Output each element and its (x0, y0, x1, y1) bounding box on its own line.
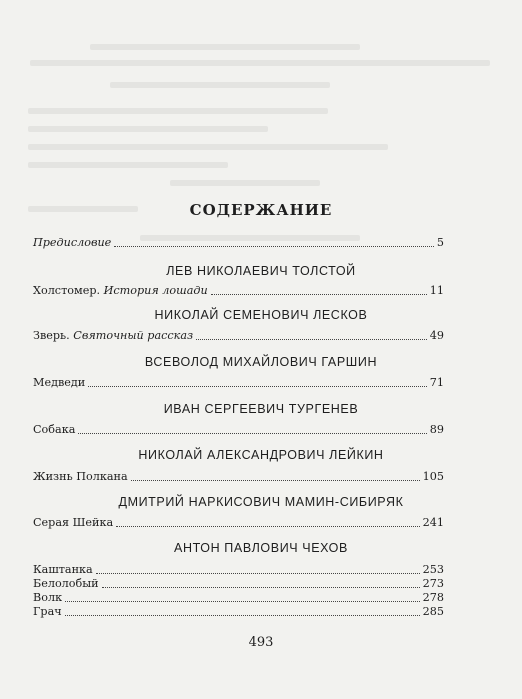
toc-entry[interactable] (33, 423, 444, 437)
author-heading: НИКОЛАЙ АЛЕКСАНДРОВИЧ ЛЕЙКИН (138, 448, 384, 462)
entry-title: Серая Шейка (33, 516, 114, 529)
entry-title: Волк (33, 591, 63, 604)
author-heading: ВСЕВОЛОД МИХАЙЛОВИЧ ГАРШИН (144, 355, 378, 369)
entry-page: 253 (422, 563, 444, 576)
toc-entry[interactable] (33, 284, 444, 298)
entry-title: Зверь. Святочный рассказ (33, 329, 194, 342)
author-heading: ДМИТРИЙ НАРКИСОВИЧ МАМИН-СИБИРЯК (118, 495, 404, 509)
entry-page: 49 (429, 329, 444, 342)
dot-leader (116, 525, 420, 527)
dot-leader (102, 586, 420, 588)
entry-page: 105 (422, 470, 444, 483)
toc-entry[interactable] (33, 329, 444, 343)
dot-leader (114, 245, 434, 247)
dot-leader (196, 338, 427, 340)
entry-title: Каштанка (33, 563, 93, 576)
toc-entry[interactable] (33, 605, 444, 619)
author-heading: ИВАН СЕРГЕЕВИЧ ТУРГЕНЕВ (163, 402, 359, 416)
toc-entry[interactable] (33, 563, 444, 577)
page-number: 493 (248, 635, 274, 650)
entry-page: 273 (422, 577, 444, 590)
entry-page: 71 (429, 376, 444, 389)
entry-title: Предисловие (33, 236, 112, 249)
entry-title: Грач (33, 605, 62, 618)
dot-leader (65, 614, 420, 616)
entry-title: Белолобый (33, 577, 99, 590)
entry-page: 285 (422, 605, 444, 618)
toc-entry[interactable] (33, 591, 444, 605)
dot-leader (65, 600, 420, 602)
toc-entry[interactable] (33, 470, 444, 484)
entry-page: 11 (429, 284, 444, 297)
author-heading: ЛЕВ НИКОЛАЕВИЧ ТОЛСТОЙ (166, 264, 356, 278)
toc-entry[interactable] (33, 376, 444, 390)
entry-title: Жизнь Полкана (33, 470, 128, 483)
dot-leader (78, 432, 426, 434)
page-title: СОДЕРЖАНИЕ (189, 201, 333, 219)
dot-leader (211, 293, 427, 295)
entry-title: Собака (33, 423, 76, 436)
toc-entry[interactable] (33, 516, 444, 530)
dot-leader (88, 385, 427, 387)
show-through-artifact (0, 30, 522, 260)
dot-leader (131, 479, 420, 481)
entry-page: 89 (429, 423, 444, 436)
entry-page: 5 (436, 236, 444, 249)
entry-title: Холстомер. История лошади (33, 284, 208, 297)
toc-entry-preface[interactable] (33, 236, 444, 250)
author-heading: АНТОН ПАВЛОВИЧ ЧЕХОВ (174, 541, 348, 555)
entry-title: Медведи (33, 376, 86, 389)
entry-page: 278 (422, 591, 444, 604)
entry-page: 241 (422, 516, 444, 529)
author-heading: НИКОЛАЙ СЕМЕНОВИЧ ЛЕСКОВ (154, 308, 368, 322)
toc-entry[interactable] (33, 577, 444, 591)
dot-leader (96, 572, 420, 574)
